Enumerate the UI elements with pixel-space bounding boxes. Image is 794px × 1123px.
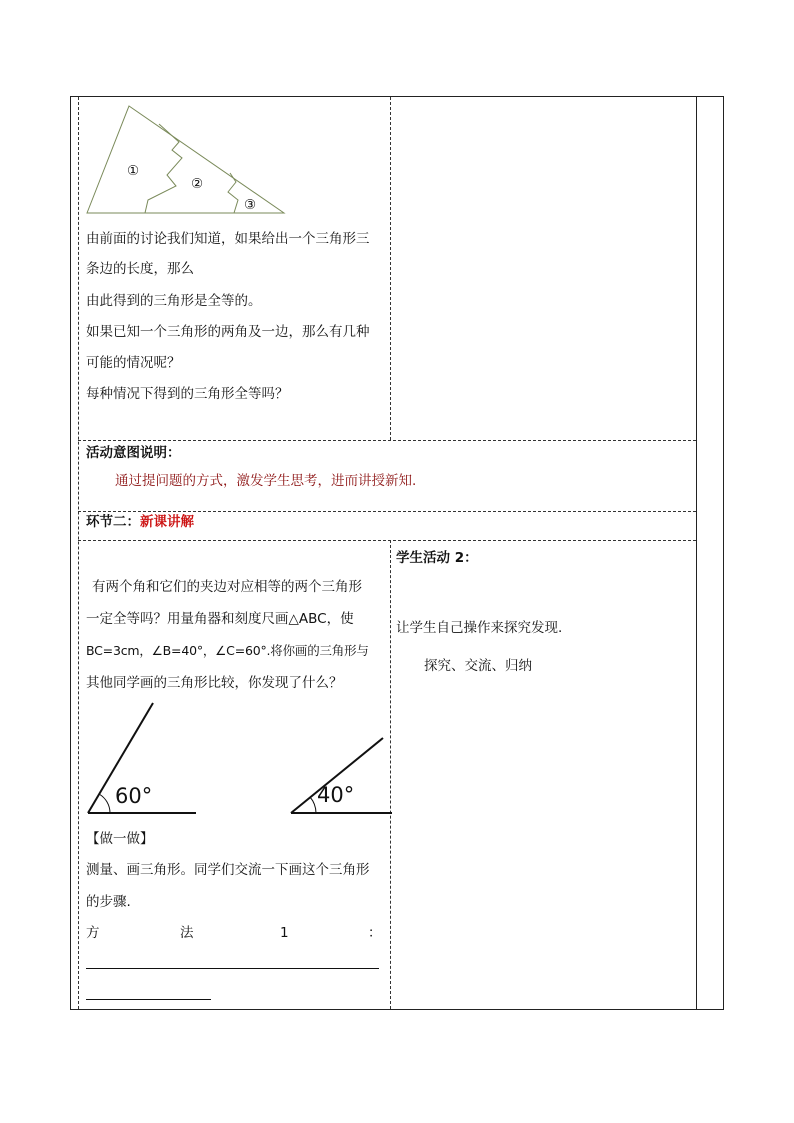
do-it-heading: 【做一做】 [86, 831, 154, 847]
angle-40-label: 40° [317, 783, 355, 807]
piece-label-1: ① [127, 163, 140, 179]
torn-triangle-figure [82, 100, 292, 220]
method-char-2: 法 [180, 925, 194, 941]
section-name: 新课讲解 [140, 514, 194, 530]
intent-text: 通过提问题的方式，激发学生思考，进而讲授新知. [115, 473, 417, 489]
task-line-2: 一定全等吗？用量角器和刻度尺画△ABC，使 [86, 611, 354, 627]
row-divider-1 [78, 440, 696, 441]
table-right-border [723, 96, 724, 1010]
task-line-4: 其他同学画的三角形比较，你发现了什么？ [86, 675, 343, 691]
table-top-border [70, 96, 724, 97]
intro-line-2: 条边的长度，那么 [86, 261, 194, 277]
intro-line-5: 可能的情况呢？ [86, 355, 181, 371]
student-activity-heading: 学生活动 2： [396, 550, 478, 566]
intent-heading: 活动意图说明： [86, 445, 181, 461]
answer-blank-line-1[interactable] [86, 968, 379, 969]
task-line-1: 有两个角和它们的夹边对应相等的两个三角形 [92, 579, 362, 595]
method-number: 1 [280, 925, 289, 941]
row-divider-3 [78, 540, 696, 541]
method-colon: ： [368, 925, 382, 941]
intro-line-4: 如果已知一个三角形的两角及一边，那么有几种 [86, 324, 370, 340]
answer-blank-line-2[interactable] [86, 999, 211, 1000]
do-it-line-1: 测量、画三角形。同学们交流一下画这个三角形 [86, 862, 370, 878]
angle-60-label: 60° [115, 784, 153, 808]
intro-line-3: 由此得到的三角形是全等的。 [86, 293, 262, 309]
table-left-border [70, 96, 71, 1010]
method-char-1: 方 [86, 925, 100, 941]
student-activity-line-2: 探究、交流、归纳 [424, 658, 532, 674]
piece-label-3: ③ [244, 197, 257, 213]
section-title [86, 512, 194, 532]
center-divider-top [390, 97, 391, 440]
task-line-3: BC=3cm，∠B=40°，∠C=60°.将你画的三角形与 [86, 643, 369, 658]
section-prefix: 环节二： [86, 514, 140, 530]
piece-label-2: ② [191, 176, 204, 192]
intro-line-6: 每种情况下得到的三角形全等吗？ [86, 386, 289, 402]
table-bottom-border [70, 1009, 724, 1010]
left-column-divider [78, 97, 79, 1009]
intro-line-1: 由前面的讨论我们知道，如果给出一个三角形三 [86, 231, 370, 247]
table-inner-right-border [696, 96, 697, 1010]
student-activity-line-1: 让学生自己操作来探究发现. [396, 620, 563, 636]
do-it-line-2: 的步骤. [86, 894, 131, 910]
